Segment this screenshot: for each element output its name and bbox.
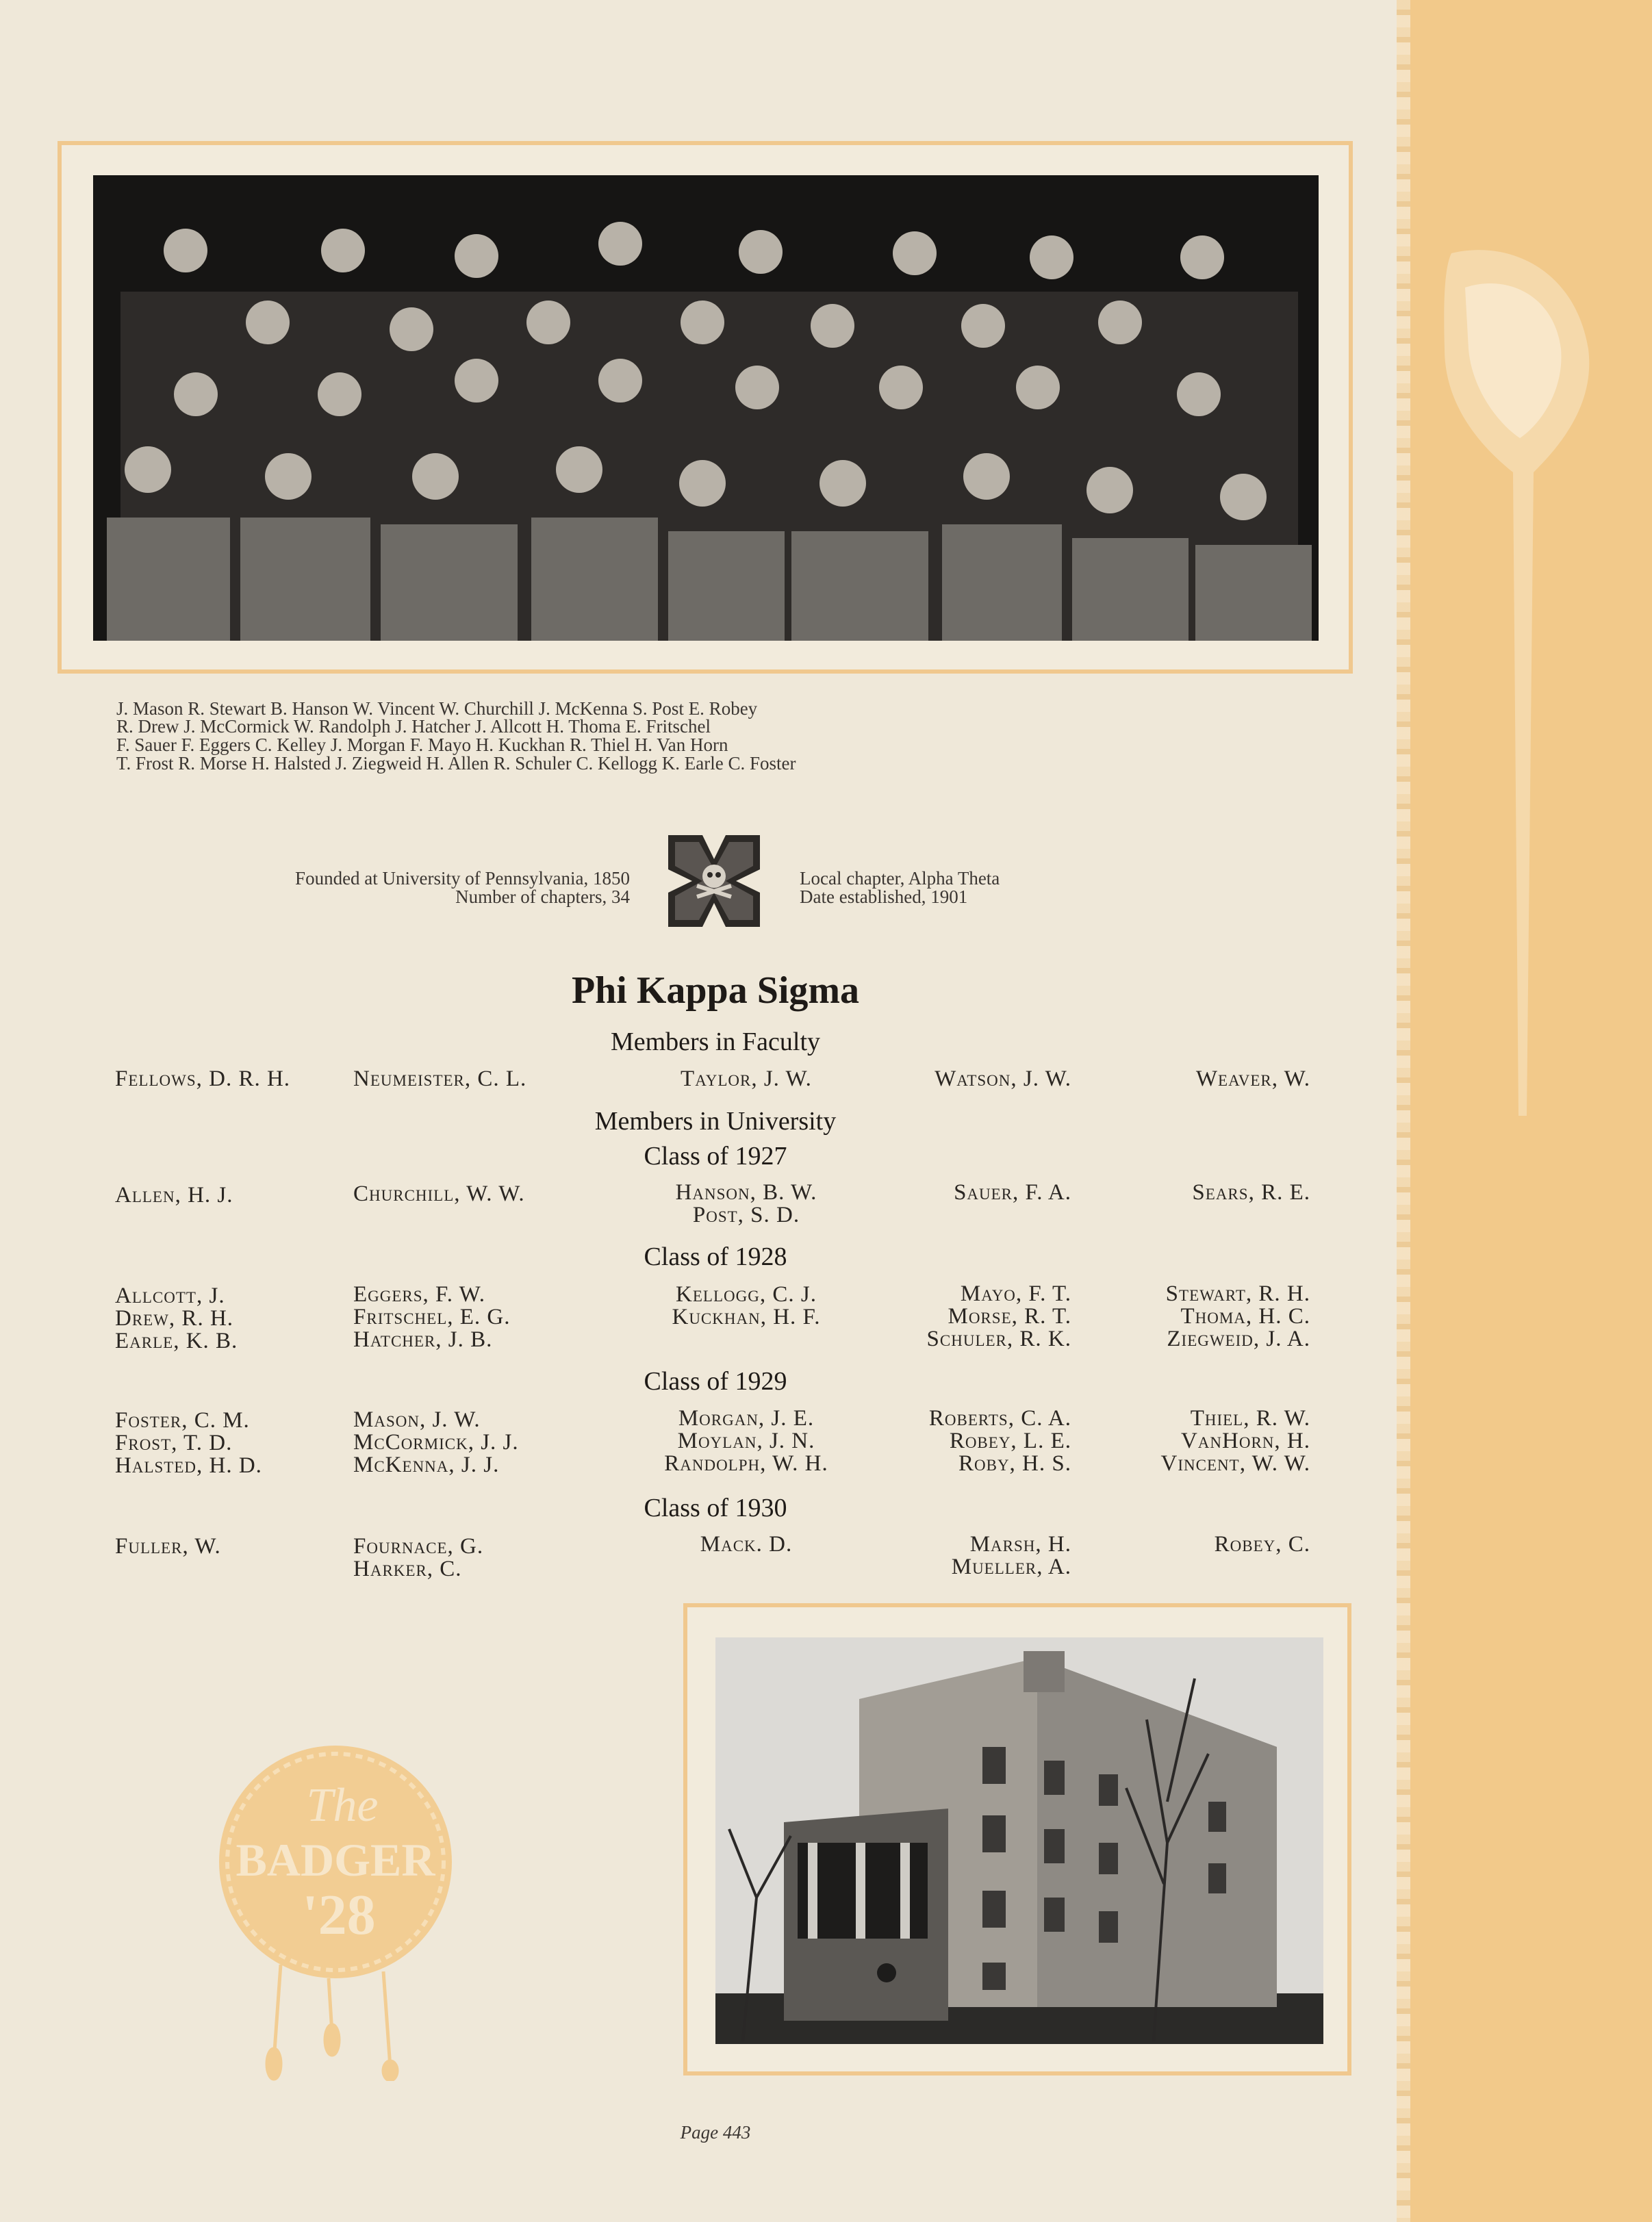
page-number: Page 443 [680,2122,751,2143]
logo-line-1: The [306,1779,379,1832]
member-name: Roby, H. S. [958,1451,1071,1476]
caption-name: W. Vincent [353,698,435,719]
caption-name: C. Kellogg [576,753,657,774]
member-name: Drew, R. H. [115,1306,234,1331]
faculty-heading: Members in Faculty [610,1027,821,1056]
logo-line-2: BADGER [236,1834,435,1886]
caption-name: F. Mayo [409,735,472,755]
faculty-member: Fellows, D. R. H. [115,1067,291,1091]
member-name: Robey, L. E. [949,1429,1071,1453]
class-heading: Class of 1927 [644,1142,787,1171]
member-name: Hatcher, J. B. [353,1327,493,1352]
member-name: Eggers, F. W. [353,1282,486,1307]
caption-name: J. Hatcher [395,716,470,737]
caption-name: W. Randolph [294,716,391,737]
member-name: McKenna, J. J. [353,1453,500,1477]
group-photograph [93,175,1319,641]
caption-name: R. Stewart [188,698,266,719]
caption-name: H. Kuckhan [475,735,566,755]
caption-name: T. Frost [116,753,174,774]
university-heading: Members in University [594,1107,837,1136]
member-name: Earle, K. B. [115,1329,238,1353]
caption-name: R. Thiel [570,735,631,755]
chapter-info [800,869,1210,906]
member-name: Kellogg, C. J. [676,1282,817,1307]
caption-name: S. Post [632,698,684,719]
chapters-line: Number of chapters, 34 [455,886,630,907]
caption-name: H. Van Horn [634,735,728,755]
member-name: Morse, R. T. [948,1304,1071,1329]
caption-name: H. Allen [426,753,489,774]
faculty-member: Watson, J. W. [935,1067,1071,1091]
caption-name: B. Hanson [270,698,349,719]
member-name: Robey, C. [1214,1532,1310,1557]
member-name: Schuler, R. K. [926,1327,1071,1351]
member-name: Roberts, C. A. [928,1406,1071,1431]
chapter-house-photograph [715,1637,1323,2044]
caption-name: J. Ziegweid [335,753,422,774]
member-name: Frost, T. D. [115,1431,233,1455]
caption-name: J. McCormick [183,716,290,737]
caption-name: R. Drew [116,716,179,737]
caption-name: H. Thoma [546,716,621,737]
member-name: Moylan, J. N. [677,1429,815,1453]
caption-name: J. Mason [116,698,183,719]
shield-feather-ornament-icon [1424,226,1629,1184]
class-heading: Class of 1929 [644,1367,787,1396]
member-name: Foster, C. M. [115,1408,250,1433]
badger-yearbook-logo [199,1739,472,2081]
member-name: Churchill, W. W. [353,1182,525,1206]
member-name: McCormick, J. J. [353,1430,519,1455]
caption-name: J. Allcott [474,716,542,737]
member-name: Mueller, A. [951,1555,1071,1579]
member-name: Post, S. D. [692,1203,800,1227]
member-name: Halsted, H. D. [115,1453,262,1478]
faculty-member: Neumeister, C. L. [353,1067,527,1091]
member-name: Ziegweid, J. A. [1167,1327,1310,1351]
member-name: Stewart, R. H. [1165,1281,1310,1306]
caption-row-4 [116,753,796,774]
founding-info [205,869,630,906]
caption-name: J. Morgan [330,735,405,755]
caption-name: E. Fritschel [625,716,711,737]
member-name: Mason, J. W. [353,1407,481,1432]
established-line: Date established, 1901 [800,886,968,907]
member-name: Hanson, B. W. [675,1180,817,1205]
caption-name: H. Halsted [251,753,331,774]
member-name: Marsh, H. [969,1532,1071,1557]
local-chapter-line: Local chapter, Alpha Theta [800,868,1000,889]
member-name: Fuller, W. [115,1534,221,1559]
founded-line: Founded at University of Pennsylvania, 1850 [295,868,630,889]
caption-name: K. Earle [661,753,724,774]
caption-name: F. Eggers [181,735,251,755]
member-name: Thoma, H. C. [1180,1304,1310,1329]
faculty-member: Taylor, J. W. [681,1067,812,1091]
member-name: Sears, R. E. [1192,1180,1310,1205]
member-name: Vincent, W. W. [1160,1451,1310,1476]
caption-name: F. Sauer [116,735,177,755]
member-name: Harker, C. [353,1557,462,1581]
member-name: Kuckhan, H. F. [672,1305,821,1329]
logo-line-3: '28 [302,1883,376,1947]
member-name: Randolph, W. H. [664,1451,828,1476]
member-name: Fournace, G. [353,1534,484,1559]
class-heading: Class of 1928 [644,1242,787,1271]
fraternity-crest-icon [661,828,767,934]
caption-name: R. Schuler [493,753,572,774]
caption-name: J. McKenna [538,698,628,719]
page-title: Phi Kappa Sigma [571,969,860,1012]
member-name: Allen, H. J. [115,1183,233,1208]
caption-name: W. Churchill [439,698,534,719]
caption-name: R. Morse [178,753,247,774]
member-name: Fritschel, E. G. [353,1305,511,1329]
member-name: Allcott, J. [115,1284,225,1308]
member-name: Mack. D. [700,1532,793,1557]
caption-name: C. Kelley [255,735,327,755]
caption-name: C. Foster [728,753,796,774]
class-heading: Class of 1930 [644,1494,787,1522]
member-name: Sauer, F. A. [954,1180,1071,1205]
faculty-member: Weaver, W. [1195,1067,1310,1091]
member-name: Thiel, R. W. [1190,1406,1310,1431]
member-name: VanHorn, H. [1180,1429,1310,1453]
member-name: Mayo, F. T. [960,1281,1071,1306]
caption-name: E. Robey [688,698,758,719]
member-name: Morgan, J. E. [678,1406,815,1431]
